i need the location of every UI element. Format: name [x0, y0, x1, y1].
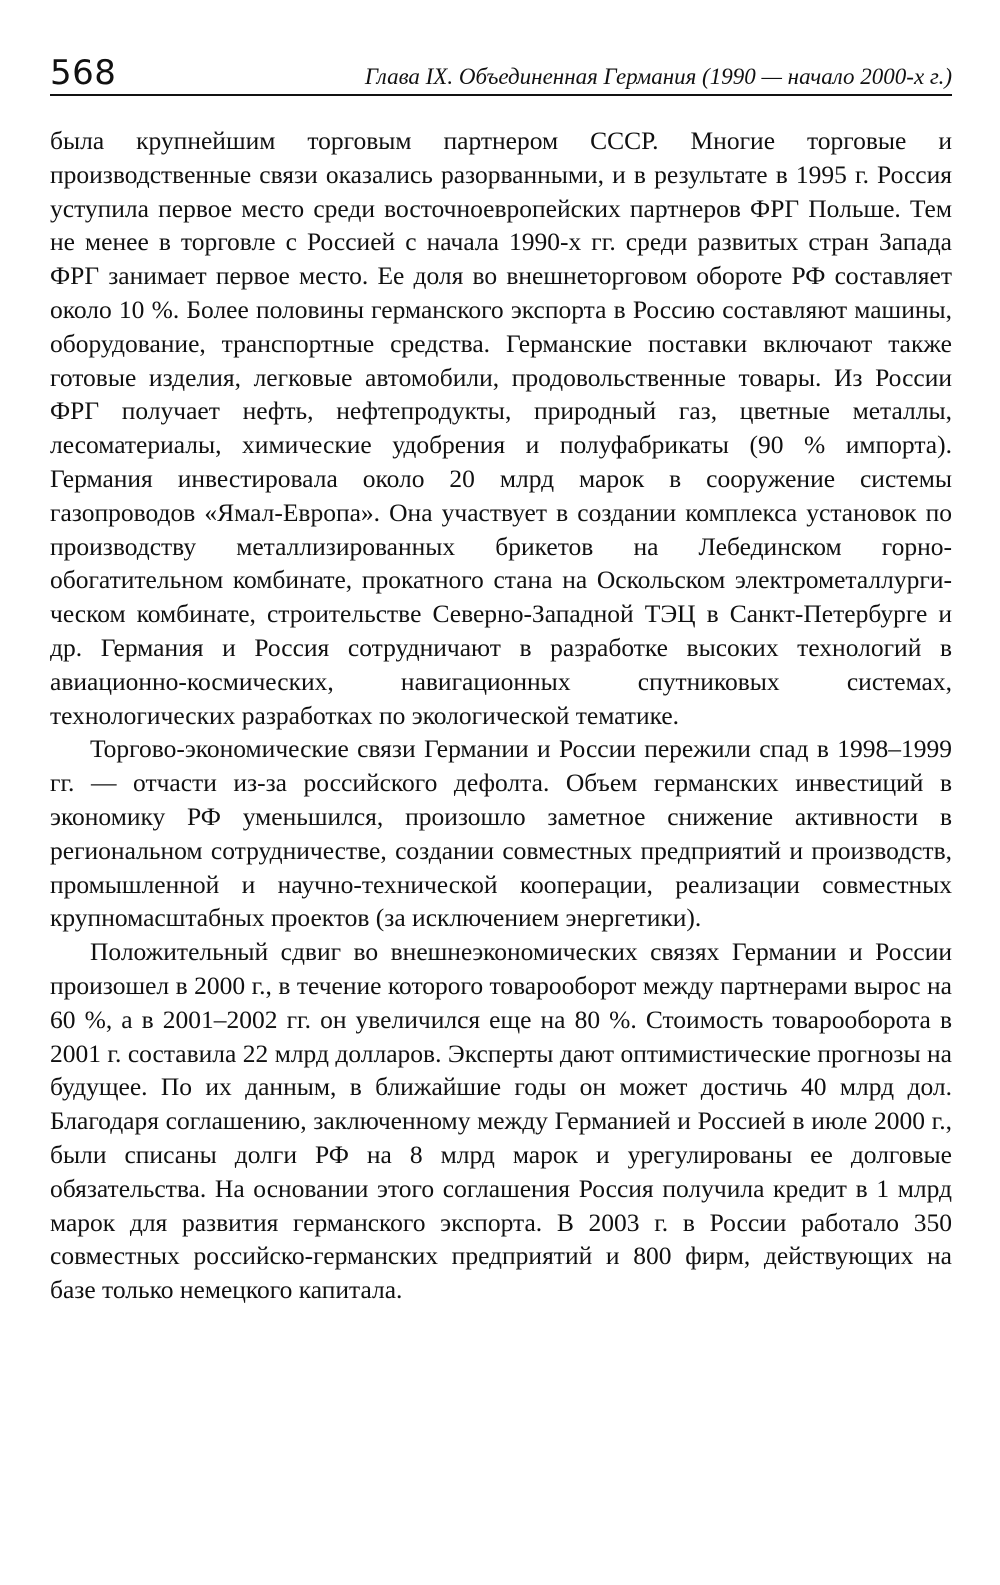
book-page: [50, 40, 952, 1307]
paragraph: Положительный сдвиг во внешнеэкономических связях Германии и России произошел в 2000 г., в течение которого товарооборот между партнерами вырос на 60 %, а в 2001–2002 гг. он увеличился еще на 80 %. Стоимость товарооборота в 2001 г. составила 22 млрд долларов. Эксперты дают оптимистические прогнозы на будущее. По их данным, в ближайшие годы он может достичь 40 млрд дол. Благодаря соглашению, заключенному между Германией и Россией в июле 2000 г., были списаны долги РФ на 8 млрд марок и урегулированы ее долговые обязательства. На основании этого соглашения Россия получила кредит в 1 млрд марок для развития германского экспорта. В 2003 г. в России работало 350 совместных российско-германских предприятий и 800 фирм, действующих на базе только немецкого капитала.: [50, 937, 952, 1305]
running-header: [50, 40, 952, 96]
page-number: 568: [50, 53, 117, 93]
paragraph: Торгово-экономические связи Германии и России пережили спад в 1998–1999 гг. — отчасти из-за российского дефолта. Объем германских инвестиций в экономику РФ уменьшился, произошло заметное снижение активности в региональном сотрудничестве, создании совместных предприятий и производств, промышленной и научно-технической кооперации, реализации совместных крупномасштабных проектов (за исключением энергетики).: [50, 734, 952, 933]
chapter-title: Глава IX. Объединенная Германия (1990 — начало 2000-х г.): [364, 64, 952, 89]
paragraph: была крупнейшим торговым партнером СССР. Многие торговые и производственные связи оказались разорванными, и в результате в 1995 г. Россия уступила первое место среди восточноевропейских партнеров ФРГ Польше. Тем не менее в торговле с Россией с начала 1990-х гг. среди развитых стран Запада ФРГ занимает первое место. Ее доля во внешнеторговом обороте РФ составляет около 10 %. Более половины германского экспорта в Россию составляют машины, оборудование, транспортные средства. Германские поставки включают также готовые изделия, легковые автомобили, продовольственные товары. Из России ФРГ получает нефть, нефтепродукты, природный газ, цветные металлы, лесоматериалы, химические удобрения и полуфабрикаты (90 % импорта). Германия инвестировала около 20 млрд марок в сооружение системы газопроводов «Ямал-Европа». Она участвует в создании комплекса установок по производству металлизированных брикетов на Лебединском горно-обогатительном комбинате, прокатного стана на Оскольском электрометаллургическом комбинате, строительстве Северно-Западной ТЭЦ в Санкт-Петербурге и др. Германия и Россия сотрудничают в разработке высоких технологий в авиационно-космических, навигационных спутниковых системах, технологических разработках по экологической тематике.: [50, 126, 952, 730]
body-text: [50, 124, 952, 1307]
